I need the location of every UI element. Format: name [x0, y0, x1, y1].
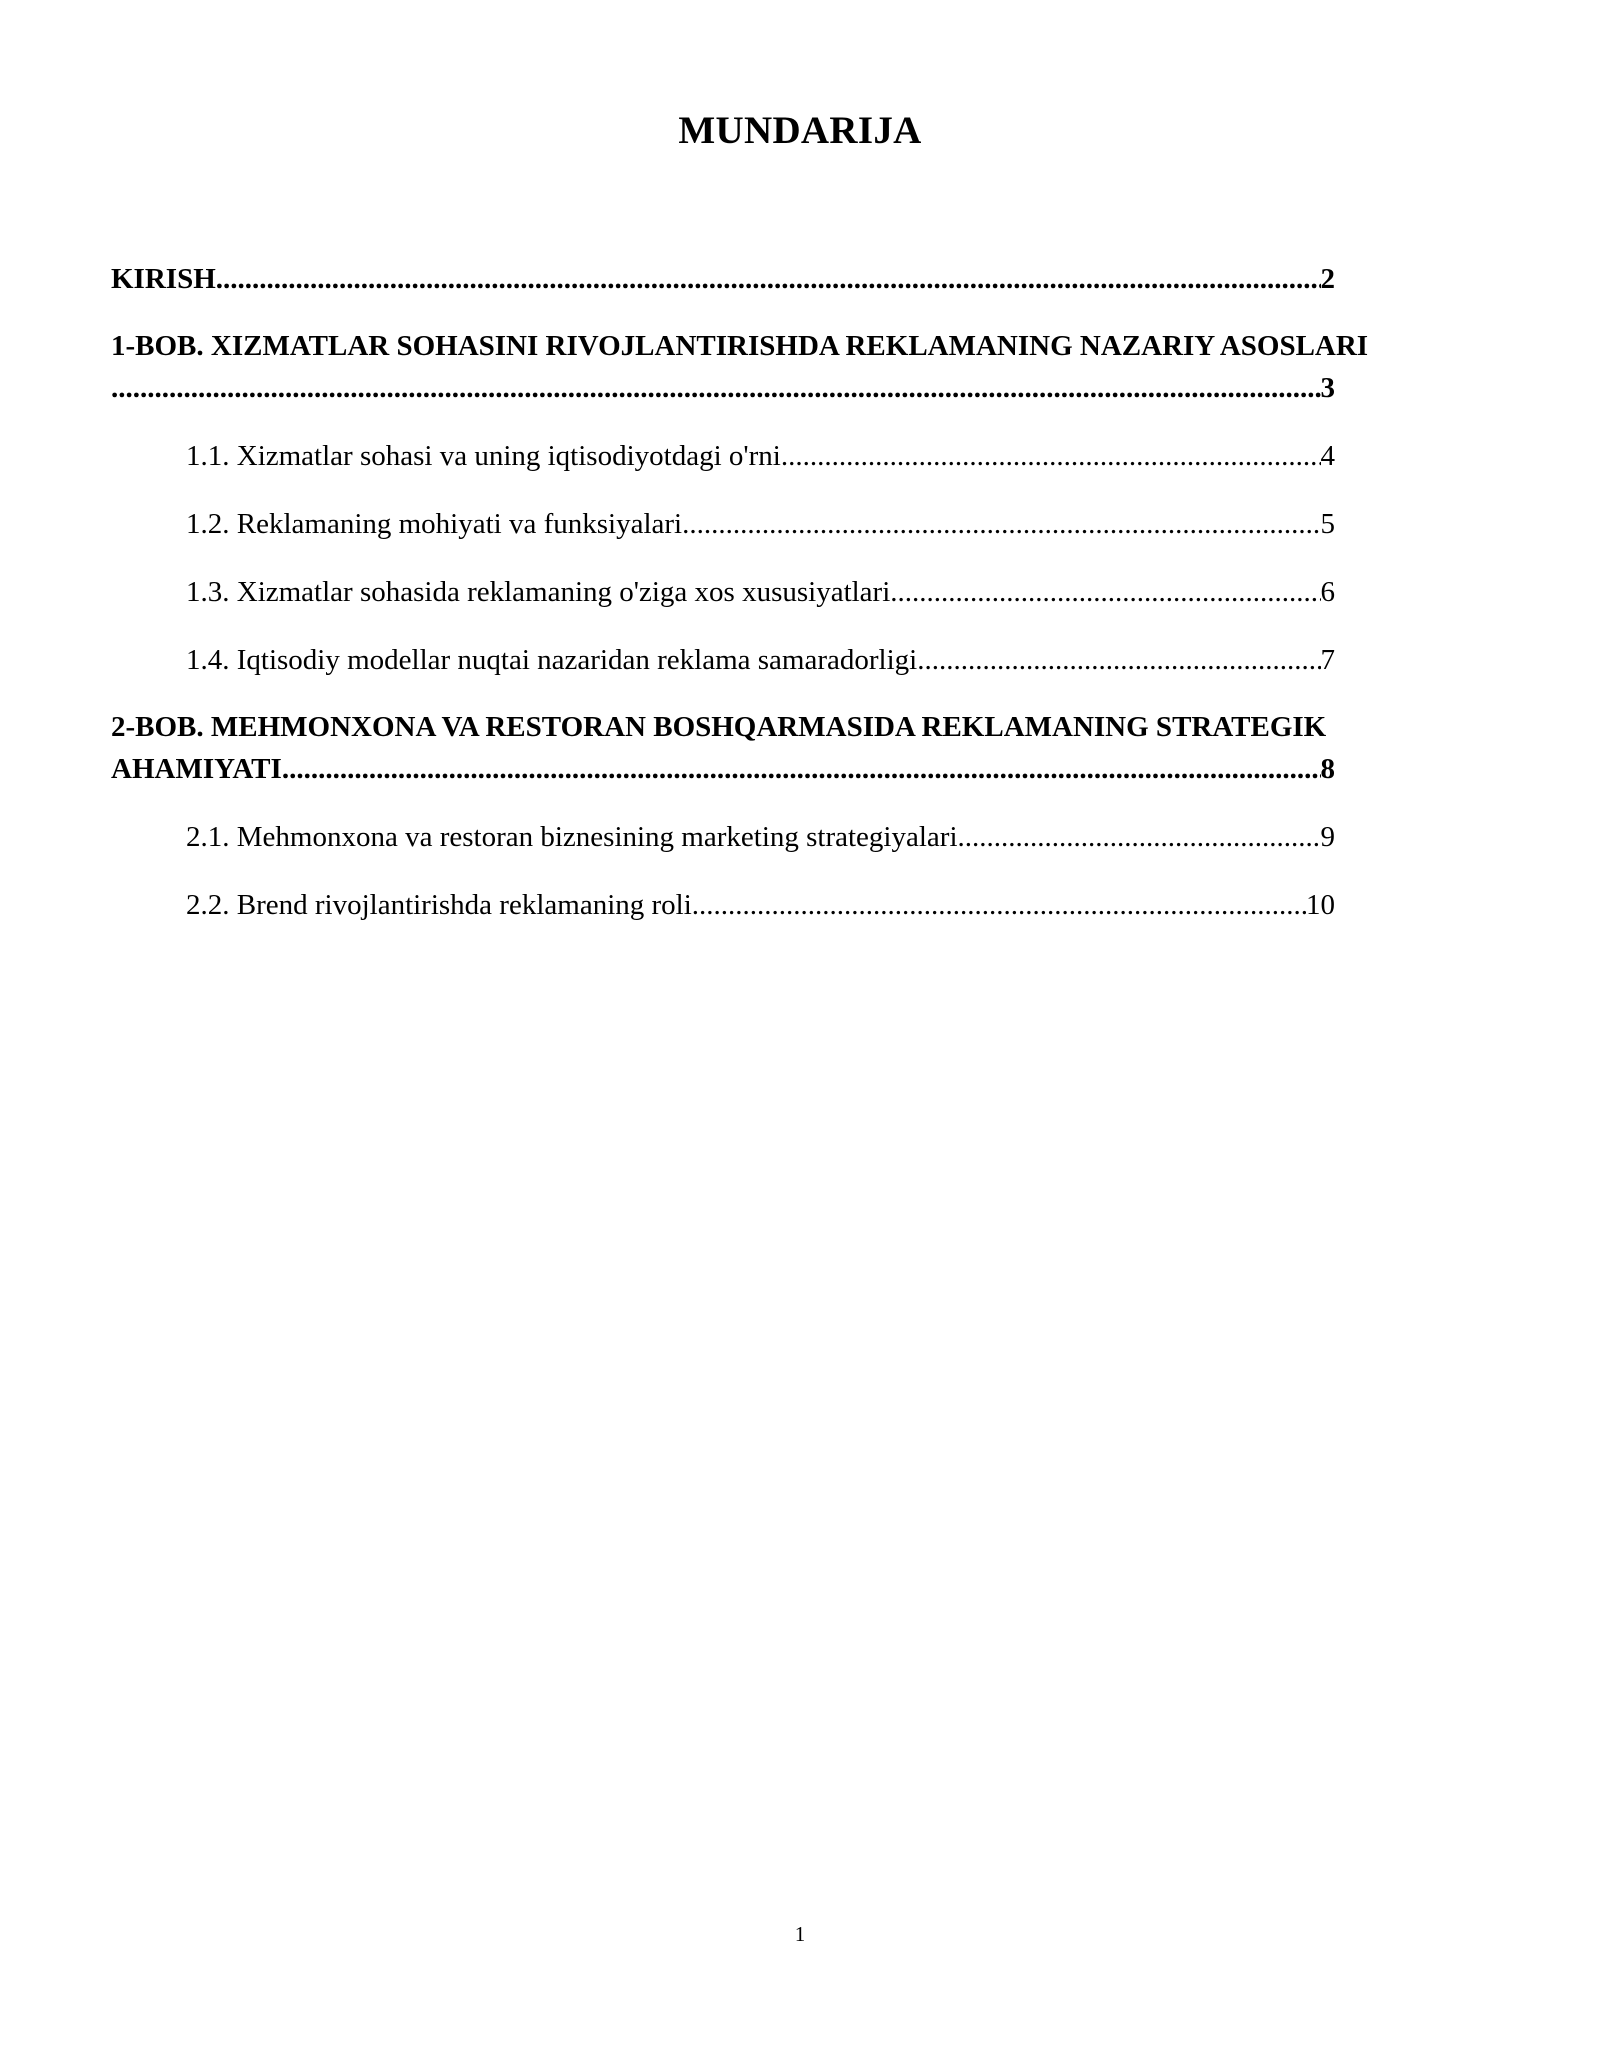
- toc-entry-section-1-2[interactable]: [186, 503, 1335, 545]
- toc-entry-label: 1.1. Xizmatlar sohasi va uning iqtisodiyotdagi o'rni: [186, 440, 781, 472]
- toc-entry-label-continued: AHAMIYATI: [111, 753, 282, 785]
- toc-page-number: 3: [1320, 372, 1335, 404]
- table-of-contents: [111, 258, 1369, 926]
- toc-entry-section-2-1[interactable]: [186, 816, 1335, 858]
- toc-entry-section-1-4[interactable]: [186, 639, 1335, 681]
- dot-leader: [781, 435, 1321, 477]
- toc-entry-label: KIRISH: [111, 263, 216, 295]
- toc-entry-chapter-1[interactable]: [111, 325, 1369, 409]
- toc-entry-label: 2.1. Mehmonxona va restoran biznesining marketing strategiyalari: [186, 821, 958, 853]
- dot-leader: [692, 884, 1306, 926]
- toc-entry-chapter-2[interactable]: [111, 706, 1335, 790]
- dot-leader: [216, 258, 1321, 300]
- toc-entry-label: 1.3. Xizmatlar sohasida reklamaning o'ziga xos xususiyatlari: [186, 576, 891, 608]
- dot-leader: [111, 367, 1321, 409]
- dot-leader: [890, 571, 1320, 613]
- page-number-footer: 1: [794, 1922, 806, 1946]
- toc-entry-label: 2-BOB. MEHMONXONA VA RESTORAN BOSHQARMASIDA REKLAMANING STRATEGIK: [111, 711, 1327, 743]
- toc-page-number: 5: [1320, 508, 1335, 540]
- toc-entry-section-1-1[interactable]: [186, 435, 1335, 477]
- toc-entry-label: 1.2. Reklamaning mohiyati va funksiyalari: [186, 508, 683, 540]
- toc-entry-label: 1.4. Iqtisodiy modellar nuqtai nazaridan reklama samaradorligi: [186, 644, 918, 676]
- page-title: MUNDARIJA: [678, 109, 922, 152]
- toc-entry-section-1-3[interactable]: [186, 571, 1335, 613]
- toc-page-number: 10: [1306, 889, 1335, 921]
- toc-entry-intro[interactable]: [111, 258, 1335, 300]
- toc-page-number: 8: [1320, 753, 1335, 785]
- toc-entry-section-2-2[interactable]: [186, 884, 1335, 926]
- dot-leader: [282, 748, 1321, 790]
- toc-page-number: 6: [1320, 576, 1335, 608]
- toc-entry-label: 1-BOB. XIZMATLAR SOHASINI RIVOJLANTIRISHDA REKLAMANING NAZARIY ASOSLARI: [111, 330, 1369, 362]
- toc-page-number: 9: [1320, 821, 1335, 853]
- toc-page-number: 7: [1320, 644, 1335, 676]
- dot-leader: [682, 503, 1320, 545]
- toc-page-number: 2: [1320, 263, 1335, 295]
- dot-leader: [917, 639, 1320, 681]
- toc-page-number: 4: [1320, 440, 1335, 472]
- dot-leader: [958, 816, 1321, 858]
- toc-entry-label: 2.2. Brend rivojlantirishda reklamaning roli: [186, 889, 692, 921]
